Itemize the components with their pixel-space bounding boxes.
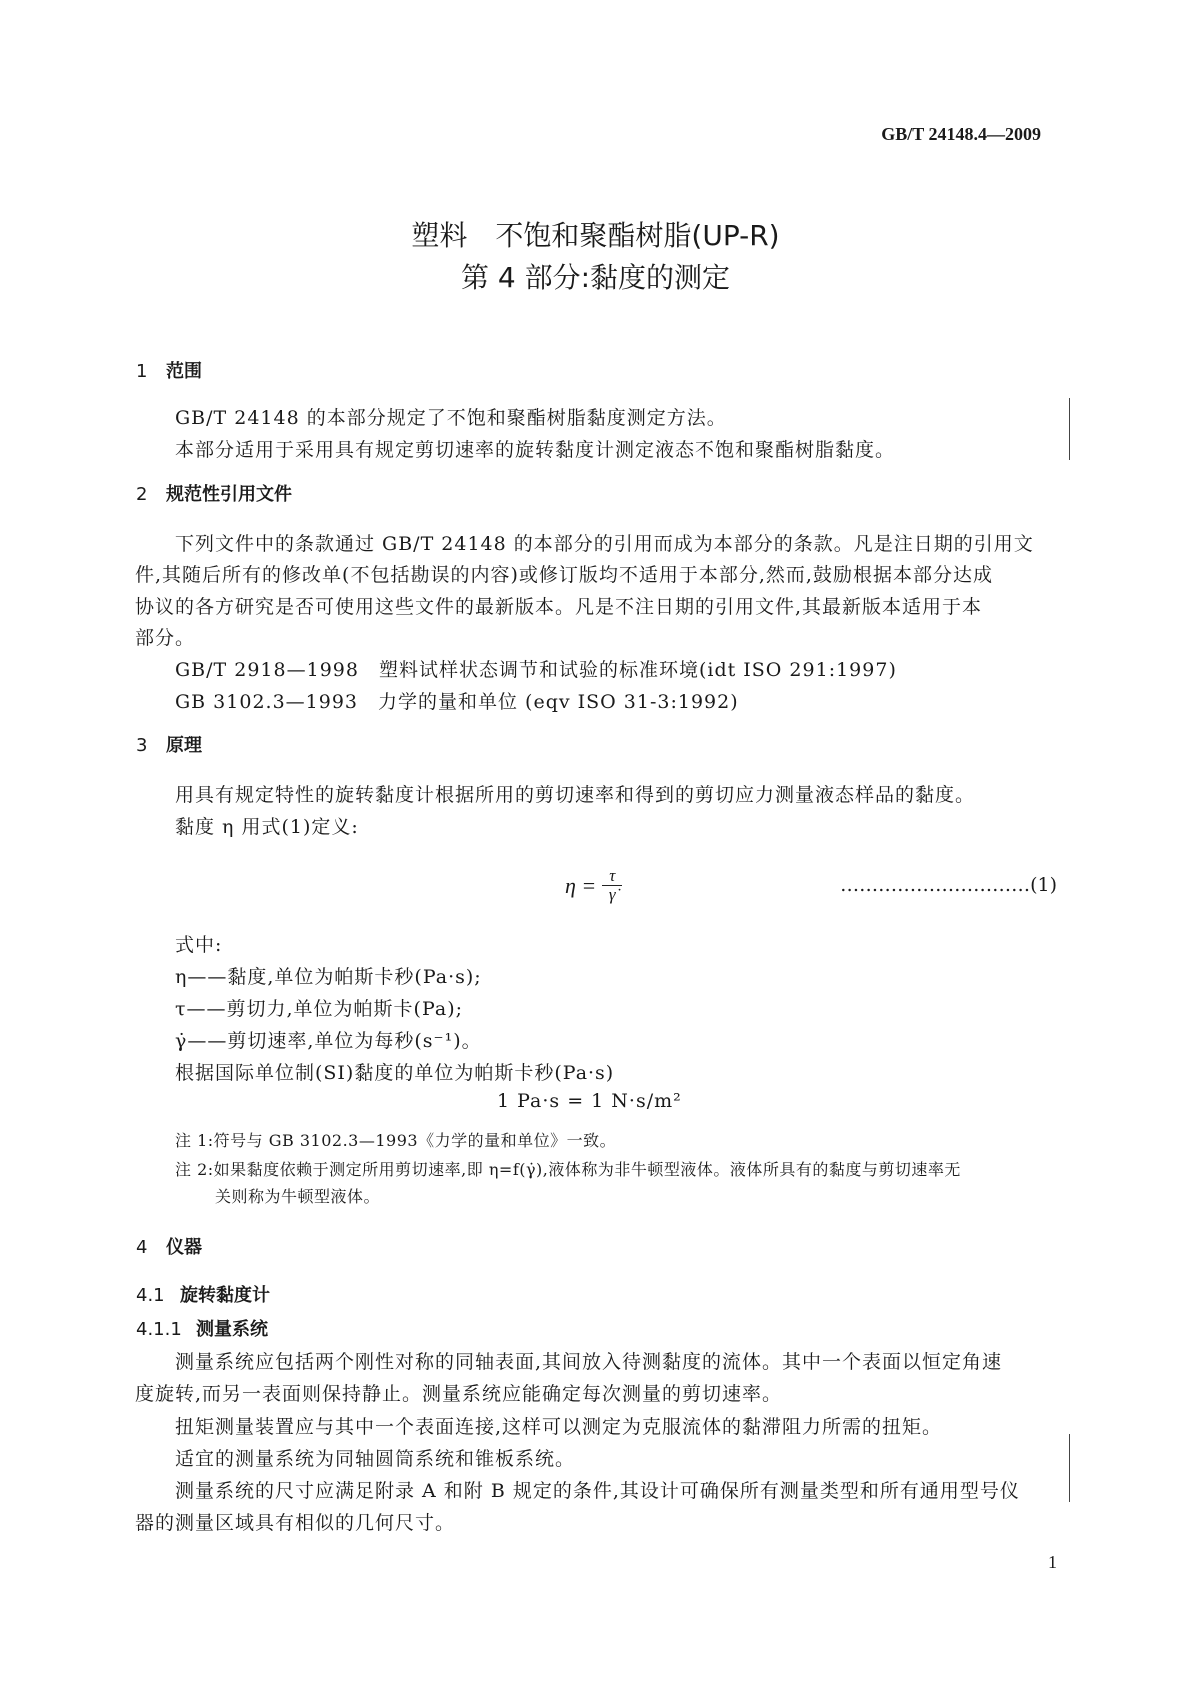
s3-paragraph-1: 用具有规定特性的旋转黏度计根据所用的剪切速率和得到的剪切应力测量液态样品的黏度。 bbox=[175, 784, 976, 806]
equation-lhs: η = bbox=[565, 872, 597, 898]
page-number: 1 bbox=[1048, 1552, 1057, 1572]
note-2-line2: 关则称为牛顿型液体。 bbox=[215, 1187, 381, 1206]
reference-1: GB/T 2918—1998 塑料试样状态调节和试验的标准环境(idt ISO 291:1997) bbox=[175, 659, 897, 681]
s2-paragraph-line2: 件,其随后所有的修改单(不包括勘误的内容)或修订版均不适用于本部分,然而,鼓励根据本部分达成 bbox=[135, 564, 993, 586]
section-number: 4 bbox=[136, 1237, 148, 1258]
section-number: 3 bbox=[136, 735, 148, 756]
section-2-heading bbox=[136, 480, 292, 506]
section-title: 规范性引用文件 bbox=[166, 484, 292, 505]
s4-paragraph-2: 扭矩测量装置应与其中一个表面连接,这样可以测定为克服流体的黏滞阻力所需的扭矩。 bbox=[175, 1416, 943, 1438]
definition-eta: η——黏度,单位为帕斯卡秒(Pa·s); bbox=[175, 966, 482, 988]
s1-paragraph-2: 本部分适用于采用具有规定剪切速率的旋转黏度计测定液态不饱和聚酯树脂黏度。 bbox=[175, 439, 896, 461]
s3-paragraph-2: 黏度 η 用式(1)定义: bbox=[175, 816, 359, 838]
s4-paragraph-1-line2: 度旋转,而另一表面则保持静止。测量系统应能确定每次测量的剪切速率。 bbox=[135, 1383, 783, 1405]
section-number: 2 bbox=[136, 484, 148, 505]
section-title: 仪器 bbox=[166, 1237, 202, 1258]
s2-paragraph-line3: 协议的各方研究是否可使用这些文件的最新版本。凡是不注日期的引用文件,其最新版本适用于本 bbox=[135, 596, 983, 618]
section-1-heading bbox=[136, 357, 202, 383]
note-1: 注 1:符号与 GB 3102.3—1993《力学的量和单位》一致。 bbox=[175, 1131, 617, 1150]
document-title-line2: 第 4 部分:黏度的测定 bbox=[460, 261, 731, 294]
equation-fraction bbox=[602, 867, 622, 904]
s4-paragraph-4-line1: 测量系统的尺寸应满足附录 A 和附 B 规定的条件,其设计可确保所有测量类型和所有通用型号仪 bbox=[175, 1480, 1020, 1502]
s4-paragraph-4-line2: 器的测量区域具有相似的几何尺寸。 bbox=[135, 1512, 456, 1534]
unit-equation: 1 Pa·s = 1 N·s/m² bbox=[497, 1090, 682, 1112]
document-title-line1: 塑料 不饱和聚酯树脂(UP-R) bbox=[411, 219, 780, 252]
section-title: 旋转黏度计 bbox=[180, 1285, 270, 1306]
s1-paragraph-1: GB/T 24148 的本部分规定了不饱和聚酯树脂黏度测定方法。 bbox=[175, 407, 727, 429]
definition-tau: τ——剪切力,单位为帕斯卡(Pa); bbox=[175, 998, 464, 1020]
section-title: 原理 bbox=[166, 735, 202, 756]
section-number: 4.1.1 bbox=[136, 1319, 182, 1340]
section-4-heading bbox=[136, 1233, 202, 1259]
section-4-1-1-heading bbox=[136, 1315, 268, 1341]
equation-1 bbox=[565, 867, 622, 904]
s2-paragraph-line1: 下列文件中的条款通过 GB/T 24148 的本部分的引用而成为本部分的条款。凡是注日期的引用文 bbox=[175, 533, 1034, 555]
equation-numerator: τ bbox=[609, 866, 616, 885]
s3-paragraph-3: 根据国际单位制(SI)黏度的单位为帕斯卡秒(Pa·s) bbox=[175, 1062, 615, 1084]
section-title: 测量系统 bbox=[196, 1319, 268, 1340]
s4-paragraph-1-line1: 测量系统应包括两个刚性对称的同轴表面,其间放入待测黏度的流体。其中一个表面以恒定角速 bbox=[175, 1351, 1003, 1373]
s4-paragraph-3: 适宜的测量系统为同轴圆筒系统和锥板系统。 bbox=[175, 1448, 576, 1470]
note-2-line1: 注 2:如果黏度依赖于测定所用剪切速率,即 η=f(γ̇),液体称为非牛顿型液体。液体所具有的黏度与剪切速率无 bbox=[175, 1160, 961, 1179]
equation-denominator: γ̇ bbox=[608, 885, 616, 904]
section-title: 范围 bbox=[166, 361, 202, 382]
equation-label: …………………………(1) bbox=[840, 874, 1057, 896]
standard-code: GB/T 24148.4—2009 bbox=[881, 124, 1041, 144]
where-label: 式中: bbox=[175, 934, 223, 956]
s2-paragraph-line4: 部分。 bbox=[135, 627, 196, 649]
revision-mark bbox=[1069, 1434, 1070, 1502]
section-number: 1 bbox=[136, 361, 148, 382]
section-number: 4.1 bbox=[136, 1285, 165, 1306]
reference-2: GB 3102.3—1993 力学的量和单位 (eqv ISO 31-3:1992) bbox=[175, 691, 739, 713]
section-3-heading bbox=[136, 731, 202, 757]
section-4-1-heading bbox=[136, 1281, 270, 1307]
revision-mark bbox=[1069, 398, 1070, 460]
definition-gamma: γ̇——剪切速率,单位为每秒(s⁻¹)。 bbox=[175, 1030, 482, 1052]
